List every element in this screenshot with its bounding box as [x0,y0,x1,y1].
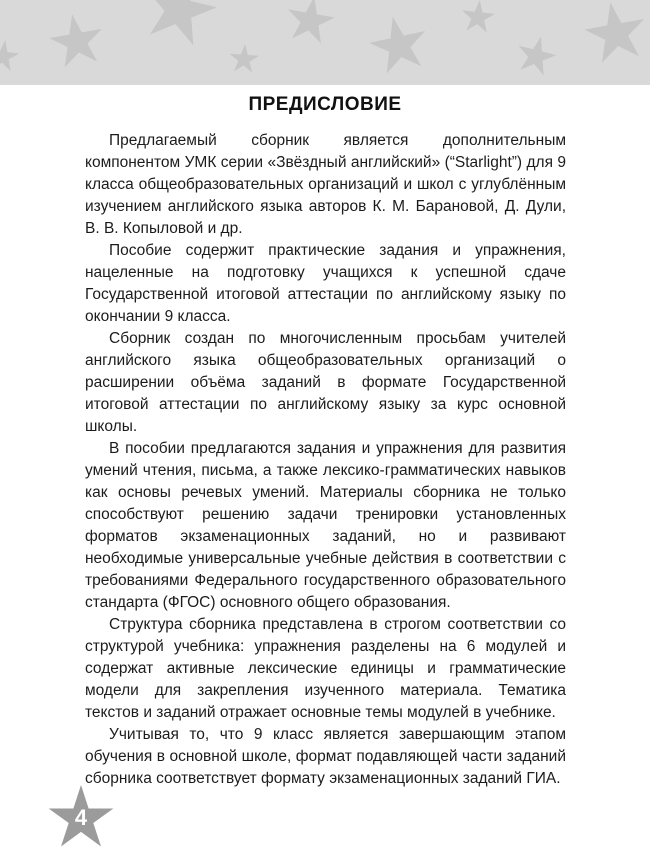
star-icon [511,32,562,82]
page-number-star [46,785,116,853]
paragraph: Учитывая то, что 9 класс является завершающим этапом обучения в основной школе, формат подавляющей части заданий сборника соответствует формату экзаменационных заданий ГИА. [85,726,566,787]
star-icon [458,0,497,37]
paragraph: Сборник создан по многочисленным просьбам учителей английского языка общеобразовательных организаций о расширении объёма заданий в формате Государственной итоговой аттестации по английскому языку за курс основной школы. [85,330,566,435]
page-title: ПРЕДИСЛОВИЕ [248,94,402,115]
decorative-star-band [0,0,650,85]
star-icon [132,0,226,56]
star-icon [227,43,261,76]
paragraph: Структура сборника представлена в строгом соответствии со структурой учебника: упражнения разделены на 6 модулей и содержат активные лексические единицы и грамматические модели для закрепления изученного материала. Тематика текстов и заданий отражает основные темы модулей в учебнике. [85,616,566,721]
preface-text [85,130,566,790]
page-number: 4 [74,805,88,830]
star-icon [362,10,435,82]
star-icon [280,0,340,50]
paragraph: Пособие содержит практические задания и упражнения, нацеленные на подготовку учащихся к успешной сдаче Государственной итоговой аттестации по английскому языку по окончании 9 класса. [85,242,566,325]
paragraph: В пособии предлагаются задания и упражнения для развития умений чтения, письма, а также лексико-грамматических навыков как основы речевых умений. Материалы сборника не только способствуют решению задачи тренировки установленных форматов экзаменационных заданий, но и развивают необходимые универсальные учебные действия в соответствии с требованиями Федерального государственного образовательного стандарта (ФГОС) основного общего образования. [85,440,566,611]
paragraph: Предлагаемый сборник является дополнительным компонентом УМК серии «Звёздный английский» (“Starlight”) для 9 класса общеобразовательных организаций и школ с углублённым изучением английского языка авторов К. М. Барановой, Д. Дули, В. В. Копыловой и др. [85,132,566,237]
star-icon [0,38,22,75]
star-icon [44,9,111,74]
star-icon [578,0,650,71]
